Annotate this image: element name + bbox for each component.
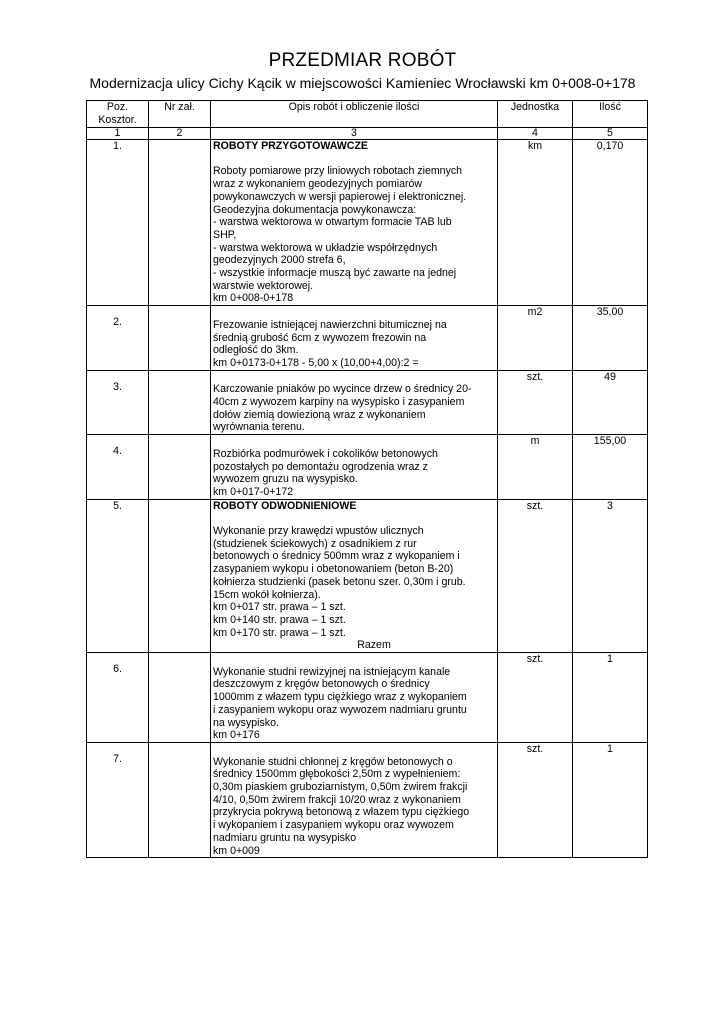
unit-of-measure: szt.: [498, 653, 573, 743]
work-description: [211, 742, 498, 857]
attachment-number: [149, 370, 211, 435]
description-line: odległość do 3km.: [213, 344, 299, 357]
column-number: 2: [149, 128, 211, 140]
attachment-number: [149, 140, 211, 306]
position-number: 7.: [87, 742, 149, 857]
bill-of-quantities-table: [86, 100, 648, 858]
quantity: 1: [573, 742, 648, 857]
table-body: [87, 140, 648, 858]
column-number: 4: [498, 128, 573, 140]
description-line: wraz z wykonaniem geodezyjnych pomiarów: [213, 178, 423, 191]
description-line: wyrównania terenu.: [213, 421, 305, 434]
description-line: Frezowanie istniejącej nawierzchni bitumicznej na: [213, 318, 447, 331]
section-heading: ROBOTY PRZYGOTOWAWCZE: [213, 140, 368, 152]
unit-of-measure: km: [498, 140, 573, 306]
description-line: powykonawczych w wersji papierowej i elektronicznej.: [213, 190, 467, 203]
position-number: 1.: [87, 140, 149, 306]
description-line: pozostałych po demontażu ogrodzenia wraz z: [213, 460, 428, 473]
unit-of-measure: szt.: [498, 742, 573, 857]
position-number: 5.: [87, 499, 149, 652]
description-line: 4/10, 0,50m żwirem frakcji 10/20 wraz z wykonaniem: [213, 793, 461, 806]
description-line: dołów ziemią dowiezioną wraz z wykonaniem: [213, 408, 426, 421]
quantity: 3: [573, 499, 648, 652]
description-line: - warstwa wektorowa w otwartym formacie TAB lub: [213, 216, 452, 229]
description-line: 15cm wokół kołnierza).: [213, 588, 321, 601]
description-line: km 0+017 str. prawa – 1 szt.: [213, 601, 346, 614]
description-line: km 0+0173-0+178 - 5,00 x (10,00+4,00):2 =: [213, 356, 419, 369]
description-line: na wysypisko.: [213, 716, 279, 729]
attachment-number: [149, 653, 211, 743]
description-line: warstwie wektorowej.: [213, 279, 314, 292]
column-number: 1: [87, 128, 149, 140]
description-line: 1000mm z włazem typu ciężkiego wraz z wykopaniem: [213, 691, 467, 704]
table-row: [87, 653, 648, 743]
attachment-number: [149, 742, 211, 857]
description-line: deszczowym z kręgów betonowych o średnicy: [213, 678, 430, 691]
description-line: Karczowanie pniaków po wycince drzew o średnicy 20-: [213, 383, 472, 396]
attachment-number: [149, 499, 211, 652]
description-line: km 0+008-0+178: [213, 292, 294, 305]
description-line: - wszystkie informacje muszą być zawarte na jednej: [213, 267, 457, 280]
description-line: i zasypaniem wykopu oraz wywozem nadmiaru gruntu: [213, 703, 467, 716]
description-line: 0,30m piaskiem gruboziarnistym, 0,50m żwirem frakcji: [213, 781, 468, 794]
description-line: (studzienek ściekowych) z osadnikiem z rur: [213, 537, 417, 550]
description-line: nadmiaru gruntu na wysypisko: [213, 831, 357, 844]
unit-of-measure: m2: [498, 306, 573, 371]
position-number: 3.: [87, 370, 149, 435]
description-line: km 0+176: [213, 729, 260, 742]
description-line: SHP,: [213, 228, 237, 241]
header-poz-kosztor: Poz. Kosztor.: [87, 101, 149, 128]
description-line: i wykopaniem i zasypaniem wykopu oraz wywozem: [213, 819, 454, 832]
position-number: 6.: [87, 653, 149, 743]
column-number-row: [87, 128, 648, 140]
description-line: średnicy 1500mm głębokości 2,50m z wypełnieniem:: [213, 768, 461, 781]
description-line: Wykonanie studni chłonnej z kręgów betonowych o: [213, 755, 453, 768]
table-row: [87, 742, 648, 857]
quantity: 155,00: [573, 435, 648, 500]
document-subtitle: Modernizacja ulicy Cichy Kącik w miejscowości Kamieniec Wrocławski km 0+008-0+178: [89, 75, 636, 91]
description-line: przykrycia pokrywą betonową z włazem typu ciężkiego: [213, 806, 470, 819]
description-line: Wykonanie studni rewizyjnej na istniejącym kanale: [213, 665, 451, 678]
description-line: Rozbiórka podmurówek i cokolików betonowych: [213, 447, 438, 460]
description-line: betonowych o średnicy 500mm wraz z wykopaniem i: [213, 550, 460, 563]
table-row: [87, 306, 648, 371]
section-heading: ROBOTY ODWODNIENIOWE: [213, 499, 357, 512]
work-description: [211, 140, 498, 306]
attachment-number: [149, 306, 211, 371]
description-line: średnią grubość 6cm z wywozem frezowin na: [213, 331, 427, 344]
quantity: 49: [573, 370, 648, 435]
position-number: 4.: [87, 435, 149, 500]
description-line: Wykonanie przy krawędzi wpustów ulicznych: [213, 525, 424, 538]
quantity: 35,00: [573, 306, 648, 371]
description-line: km 0+009: [213, 844, 260, 857]
description-line: - warstwa wektorowa w układzie współrzędnych: [213, 241, 438, 254]
description-line: 40cm z wywozem karpiny na wysypisko i zasypaniem: [213, 396, 465, 409]
table-row: [87, 140, 648, 306]
unit-of-measure: szt.: [498, 499, 573, 652]
unit-of-measure: m: [498, 435, 573, 500]
column-number: 5: [573, 128, 648, 140]
quantity: 0,170: [573, 140, 648, 306]
header-jednostka: Jednostka: [498, 101, 573, 128]
description-line: wywozem gruzu na wysypisko.: [213, 473, 358, 486]
table-row: [87, 435, 648, 500]
description-line: Geodezyjna dokumentacja powykonawcza:: [213, 203, 417, 216]
header-nr-zal: Nr zał.: [149, 101, 211, 128]
work-description: [211, 499, 498, 652]
description-line: km 0+017-0+172: [213, 485, 294, 498]
work-description: [211, 435, 498, 500]
header-ilosc: Ilość: [573, 101, 648, 128]
column-number: 3: [211, 128, 498, 140]
unit-of-measure: szt.: [498, 370, 573, 435]
description-line: Roboty pomiarowe przy liniowych robotach ziemnych: [213, 165, 463, 178]
attachment-number: [149, 435, 211, 500]
description-line: kołnierza studzienki (pasek betonu szer. 0,30m i grub.: [213, 575, 466, 588]
description-line: zasypaniem wykopu i obetonowaniem (beton B-20): [213, 563, 454, 576]
work-description: [211, 653, 498, 743]
position-number: 2.: [87, 306, 149, 371]
table-header-row: [87, 101, 648, 128]
total-label: Razem: [357, 639, 391, 652]
work-description: [211, 306, 498, 371]
work-description: [211, 370, 498, 435]
description-line: geodezyjnych 2000 strefa 6,: [213, 254, 346, 267]
table-row: [87, 499, 648, 652]
header-opis: Opis robót i obliczenie ilości: [211, 101, 498, 128]
quantity: 1: [573, 653, 648, 743]
document-title: PRZEDMIAR ROBÓT: [268, 50, 457, 71]
description-line: km 0+170 str. prawa – 1 szt.: [213, 626, 346, 639]
description-line: km 0+140 str. prawa – 1 szt.: [213, 613, 346, 626]
table-row: [87, 370, 648, 435]
